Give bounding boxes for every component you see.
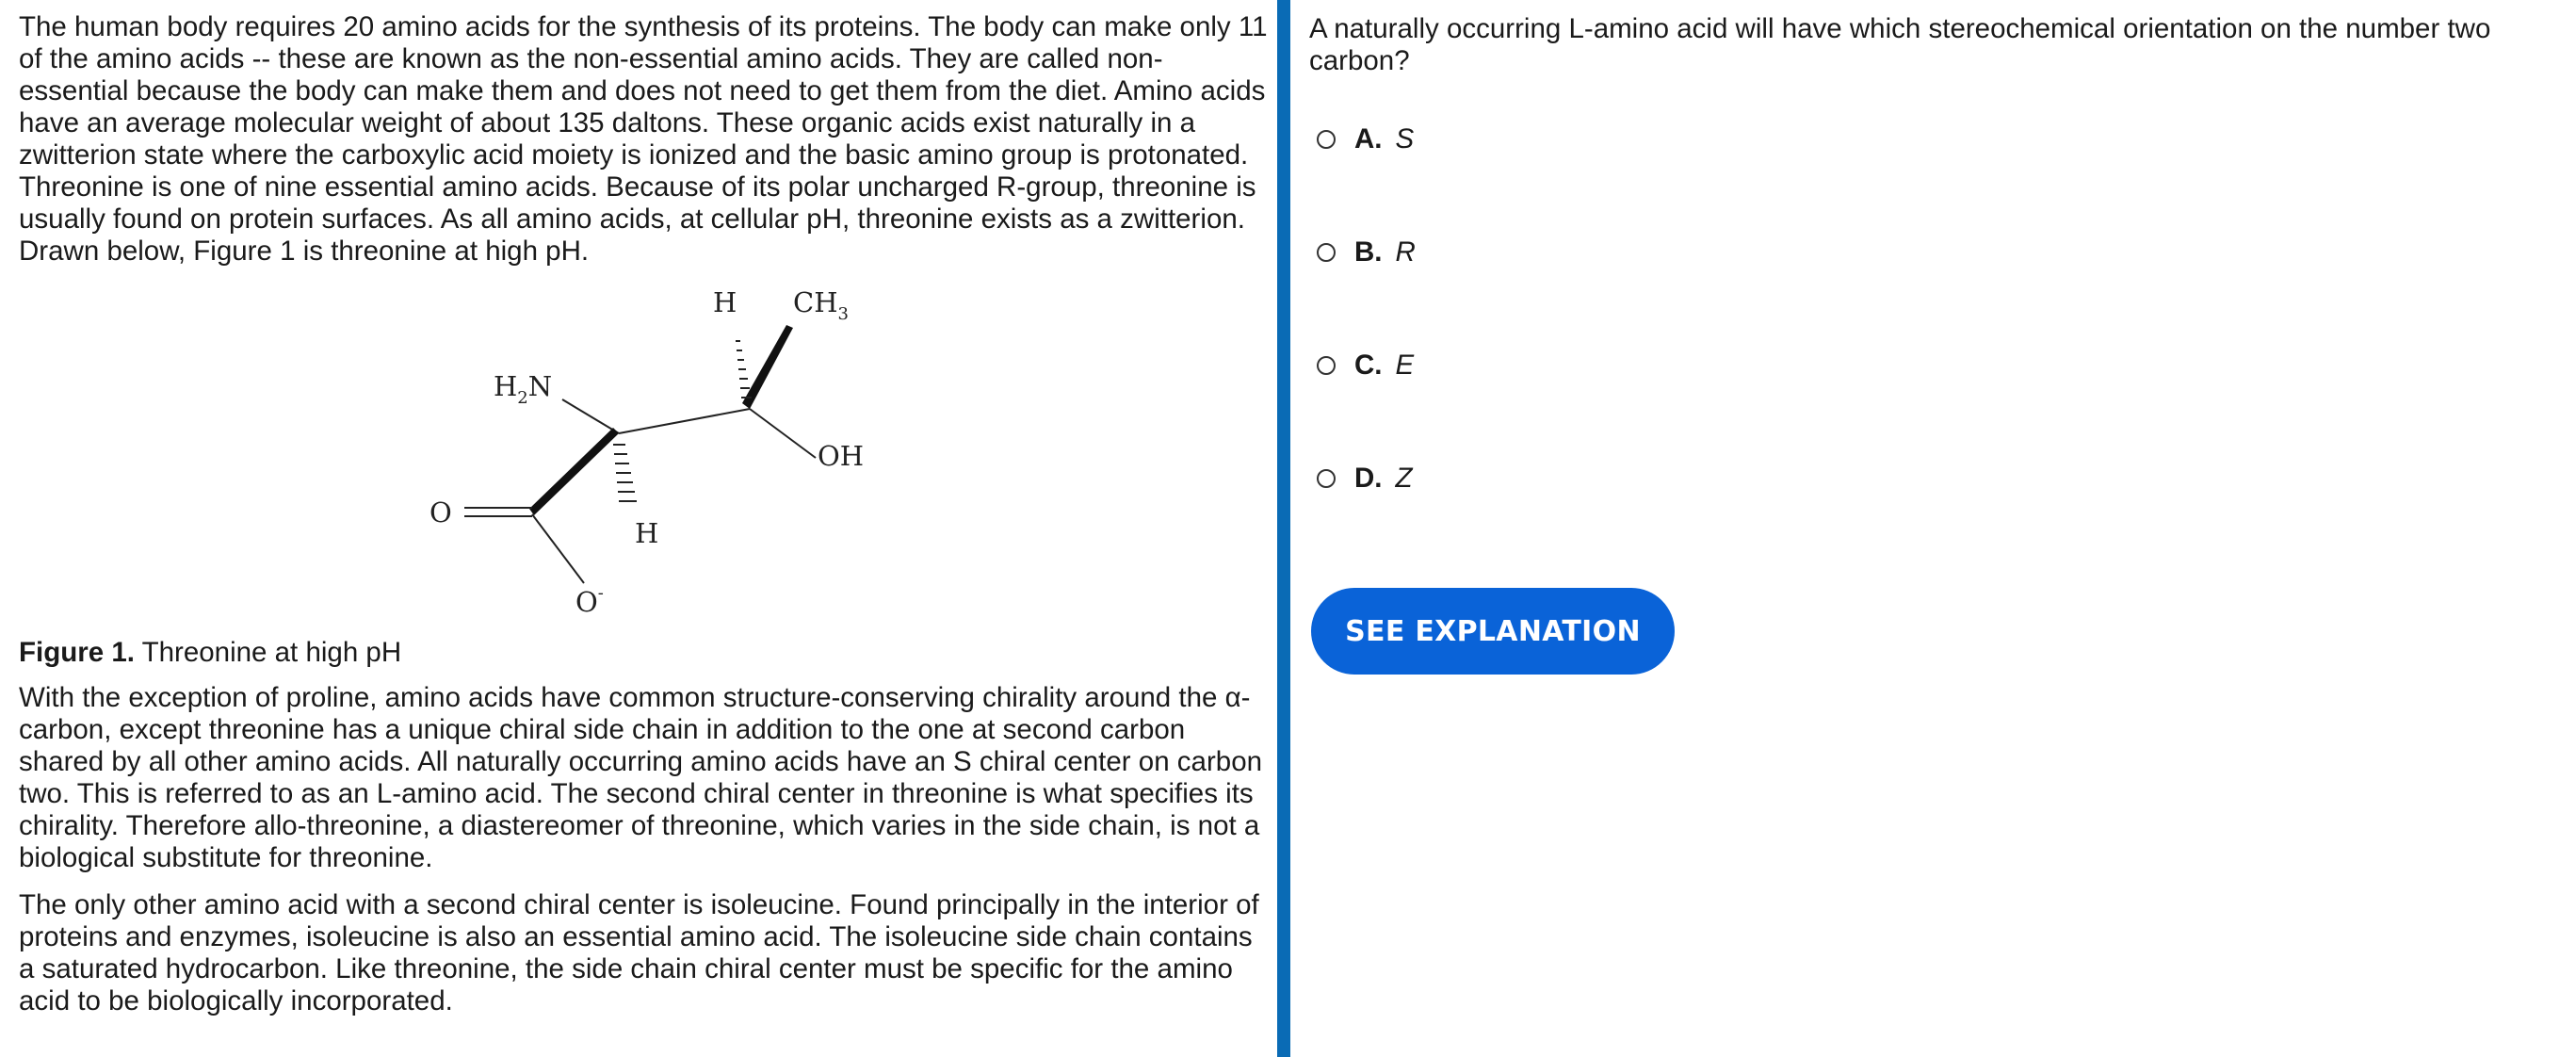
passage-paragraph: With the exception of proline, amino acids have common structure-conserving chirality around the α-carbon, except threonine has a unique chiral side chain in addition to the one at second carbon shared by all other amino acids. All naturally occurring amino acids have an S chiral center on carbon two. This is referred to as an L-amino acid. The second chiral center in threonine is what specifies its chirality. Therefore allo-threonine, a diastereomer of threonine, which varies in the side chain, is not a biological substitute for threonine. [19,682,1263,873]
label-h-bottom: H [635,517,659,549]
option-answer: E [1395,350,1415,381]
passage-paragraph: The human body requires 20 amino acids for the synthesis of its proteins. The body can make only 11 of the amino acids -- these are known as the non-essential amino acids. They are called non-essential because the body can make them and does not need to get them from the diet. Amino acids have an average molecular weight of about 135 daltons. These organic acids exist naturally in a zwitterion state where the carboxylic acid moiety is ionized and the basic amino group is protonated. Threonine is one of nine essential amino acids. Because of its polar uncharged R-group, threonine is usually found on protein surfaces. As all amino acids, at cellular pH, threonine exists as a zwitterion. Drawn below, Figure 1 is threonine at high pH. [19,11,1268,267]
option-letter: A. [1354,123,1383,154]
answer-options [1309,121,2562,497]
figure-caption-label: Figure 1. [19,637,135,668]
passage-paragraph: The only other amino acid with a second chiral center is isoleucine. Found principally in the interior of proteins and enzymes, isoleucine is also an essential amino acid. The isoleucine side chain contains a saturated hydrocarbon. Like threonine, the side chain chiral center must be specific for the amino acid to be biologically incorporated. [19,889,1259,1016]
passage-pane [0,0,1277,1057]
question-pane [1309,0,2562,1057]
threonine-structure-diagram [0,268,1277,637]
label-o-double: O [429,496,452,528]
radio-button-icon[interactable] [1317,243,1336,262]
option-answer: S [1395,123,1415,154]
option-letter: B. [1354,236,1383,268]
threonine-figure [0,268,1277,637]
option-answer: R [1395,236,1416,268]
option-d[interactable] [1309,460,2562,497]
option-b[interactable] [1309,234,2562,271]
figure-caption-text: Threonine at high pH [134,637,402,668]
radio-button-icon[interactable] [1317,469,1336,488]
radio-button-icon[interactable] [1317,356,1336,375]
option-answer: Z [1395,463,1413,494]
see-explanation-button[interactable]: SEE EXPLANATION [1311,588,1675,675]
figure-caption [19,637,1268,669]
option-c[interactable] [1309,347,2562,384]
option-a[interactable] [1309,121,2562,158]
option-letter: D. [1354,463,1383,494]
question-text: A naturally occurring L-amino acid will have which stereochemical orientation on the number two carbon? [1309,13,2491,76]
label-oh: OH [818,440,865,472]
radio-button-icon[interactable] [1317,130,1336,149]
label-ch3: $CH_3$ [793,286,849,324]
label-h2n: $H_2N$ [494,370,553,408]
option-letter: C. [1354,350,1383,381]
label-h-top: H [713,286,737,318]
pane-divider [1277,0,1290,1057]
label-o-minus: O- [575,583,604,618]
